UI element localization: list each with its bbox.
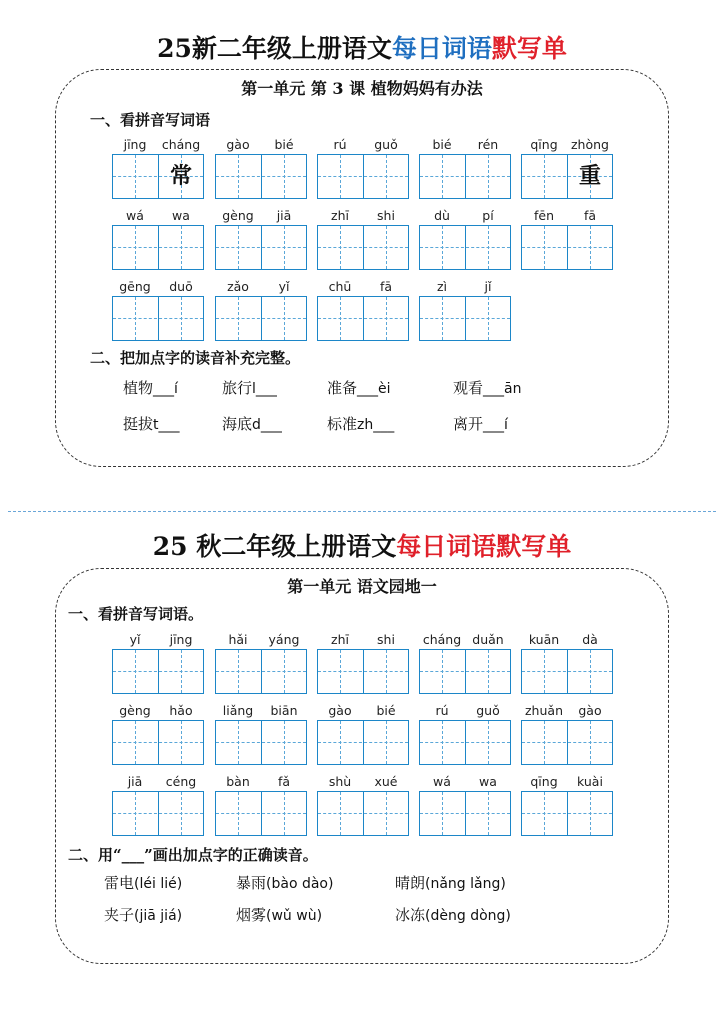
page-divider (8, 511, 716, 512)
pinyin-label: hǎo (169, 703, 193, 718)
pinyin-label: zì (436, 279, 448, 294)
sheet2-word-box (521, 703, 613, 765)
pinyin-label: zhuǎn (525, 703, 563, 718)
item-word: 晴朗 (395, 874, 426, 892)
sheet2-word-box (317, 703, 409, 765)
sheet1-reading-item (222, 377, 277, 398)
item-word: 植物 (123, 379, 154, 397)
pinyin-label: jiā (276, 208, 292, 223)
writing-cells[interactable] (419, 649, 511, 694)
pinyin-label: rén (477, 137, 499, 152)
writing-cells[interactable] (521, 791, 613, 836)
given-character: 重 (578, 163, 601, 189)
pinyin-label: fēn (533, 208, 554, 223)
sheet2-word-box (215, 703, 307, 765)
item-reading: ___í (483, 417, 508, 433)
item-reading: ___èi (357, 381, 391, 397)
writing-cells[interactable] (112, 225, 204, 270)
sheet2-word-box (112, 632, 204, 694)
pinyin-label: gèng (119, 703, 151, 718)
sheet2-word-box (215, 632, 307, 694)
sheet1-word-box (215, 208, 307, 270)
pinyin-label: kuài (577, 774, 603, 789)
pinyin-label: xué (374, 774, 398, 789)
writing-cells[interactable] (521, 720, 613, 765)
sheet1-word-box (215, 137, 307, 199)
sheet2-word-box (419, 703, 511, 765)
item-reading: (nǎng lǎng) (425, 876, 506, 892)
sheet1-word-box (112, 279, 204, 341)
given-character: 常 (169, 163, 192, 189)
pinyin-label: liǎng (222, 703, 254, 718)
pinyin-label: gào (328, 703, 352, 718)
sheet2-word-box (419, 632, 511, 694)
sheet2-reading-item (104, 872, 182, 893)
item-reading: ___í (153, 381, 178, 397)
item-word: 海底 (222, 415, 253, 433)
sheet2-title-prefix: 25 秋二年级上册语文 (152, 532, 397, 561)
item-word: 准备 (327, 379, 358, 397)
sheet2-reading-item (104, 904, 182, 925)
writing-cells[interactable] (317, 296, 409, 341)
sheet2-word-box (521, 774, 613, 836)
writing-cells[interactable] (215, 791, 307, 836)
pinyin-label: jīng (169, 632, 193, 647)
sheet1-word-box (215, 279, 307, 341)
item-reading: ___ān (483, 381, 522, 397)
pinyin-label: qīng (530, 137, 558, 152)
sheet1-word-box (419, 137, 511, 199)
writing-cells[interactable] (419, 225, 511, 270)
writing-cells[interactable] (419, 791, 511, 836)
pinyin-label: zhī (331, 208, 349, 223)
sheet2-section1-heading: 一、看拼音写词语。 (68, 605, 204, 623)
pinyin-label: wá (433, 774, 451, 789)
writing-cells[interactable] (521, 225, 613, 270)
pinyin-label: bié (274, 137, 294, 152)
pinyin-label: jǐ (484, 279, 492, 294)
sheet1-title (0, 34, 724, 64)
pinyin-label: fā (379, 279, 393, 294)
sheet2-title-red: 每日词语默写单 (396, 532, 572, 561)
item-word: 旅行 (222, 379, 253, 397)
sheet2-reading-item (236, 872, 333, 893)
sheet2-reading-item (395, 872, 506, 893)
writing-cells[interactable] (215, 225, 307, 270)
writing-cells[interactable] (419, 720, 511, 765)
writing-cells[interactable] (215, 296, 307, 341)
item-word: 烟雾 (236, 906, 267, 924)
writing-cells[interactable] (112, 720, 204, 765)
sheet2-title (0, 532, 724, 562)
pinyin-label: shi (377, 208, 395, 223)
sheet2-word-box (521, 632, 613, 694)
sheet1-word-box (112, 137, 204, 199)
item-word: 冰冻 (395, 906, 426, 924)
pinyin-label: céng (165, 774, 197, 789)
item-word: 观看 (453, 379, 484, 397)
sheet2-reading-item (236, 904, 322, 925)
sheet2-word-box (215, 774, 307, 836)
pinyin-label: cháng (422, 632, 462, 647)
pinyin-label: fǎ (277, 774, 291, 789)
pinyin-label: rú (435, 703, 449, 718)
sheet1-title-red: 默写单 (491, 34, 567, 63)
writing-cells[interactable] (112, 296, 204, 341)
sheet1-reading-item (327, 377, 391, 398)
item-word: 暴雨 (236, 874, 267, 892)
item-reading: (dèng dòng) (425, 908, 511, 924)
pinyin-label: bié (376, 703, 396, 718)
pinyin-label: yǐ (278, 279, 290, 294)
item-reading: zh___ (357, 417, 395, 433)
sheet1-word-box (317, 208, 409, 270)
writing-cells[interactable] (317, 154, 409, 199)
item-reading: (wǔ wù) (266, 908, 323, 924)
sheet1-word-box (112, 208, 204, 270)
writing-cells[interactable] (215, 154, 307, 199)
item-reading: (léi lié) (134, 876, 183, 892)
pinyin-label: dù (434, 208, 450, 223)
sheet1-word-box (521, 137, 613, 199)
pinyin-label: yǐ (129, 632, 141, 647)
pinyin-label: bàn (226, 774, 250, 789)
pinyin-label: duǎn (472, 632, 504, 647)
writing-cells[interactable] (317, 225, 409, 270)
sheet1-word-box (317, 137, 409, 199)
sheet1-word-box (317, 279, 409, 341)
sheet1-section1-heading: 一、看拼音写词语 (90, 111, 211, 129)
pinyin-label: gèng (222, 208, 254, 223)
item-word: 雷电 (104, 874, 135, 892)
item-word: 挺拔 (123, 415, 154, 433)
pinyin-label: kuān (528, 632, 560, 647)
sheet2-section2-heading: 二、用“___”画出加点字的正确读音。 (68, 846, 318, 864)
writing-cells[interactable] (419, 296, 511, 341)
writing-cells[interactable] (521, 649, 613, 694)
pinyin-label: zǎo (227, 279, 249, 294)
item-word: 夹子 (104, 906, 135, 924)
writing-cells[interactable] (112, 791, 204, 836)
pinyin-label: biān (270, 703, 298, 718)
pinyin-label: jīng (123, 137, 147, 152)
sheet2-word-box (317, 774, 409, 836)
sheet1-reading-item (222, 413, 282, 434)
item-reading: l___ (252, 381, 277, 397)
pinyin-label: fā (583, 208, 597, 223)
sheet2-lesson-title: 第一单元 语文园地一 (287, 577, 437, 596)
sheet2-word-box (112, 703, 204, 765)
sheet2-word-box (317, 632, 409, 694)
pinyin-label: wa (172, 208, 190, 223)
item-reading: (jiā jiá) (134, 908, 183, 924)
sheet2-word-box (112, 774, 204, 836)
pinyin-label: guǒ (476, 703, 500, 718)
pinyin-label: guǒ (374, 137, 398, 152)
sheet1-reading-item (123, 377, 178, 398)
pinyin-label: gēng (119, 279, 151, 294)
sheet1-reading-item (123, 413, 180, 434)
writing-cells[interactable] (317, 720, 409, 765)
sheet2-reading-item (395, 904, 511, 925)
pinyin-label: jiā (127, 774, 143, 789)
writing-cells[interactable] (112, 649, 204, 694)
pinyin-label: shi (377, 632, 395, 647)
pinyin-label: yáng (268, 632, 300, 647)
pinyin-label: hǎi (228, 632, 248, 647)
pinyin-label: pí (482, 208, 494, 223)
pinyin-label: bié (432, 137, 452, 152)
pinyin-label: shù (328, 774, 352, 789)
pinyin-label: qīng (530, 774, 558, 789)
sheet2-word-box (419, 774, 511, 836)
sheet1-section2-heading: 二、把加点字的读音补充完整。 (90, 349, 301, 367)
sheet1-reading-item (453, 377, 521, 398)
writing-cells[interactable] (317, 649, 409, 694)
pinyin-label: cháng (161, 137, 201, 152)
sheet1-word-box (419, 208, 511, 270)
writing-cells[interactable] (215, 649, 307, 694)
item-reading: d___ (252, 417, 282, 433)
pinyin-label: chū (328, 279, 352, 294)
item-word: 标准 (327, 415, 358, 433)
sheet1-reading-item (453, 413, 508, 434)
item-reading: (bào dào) (266, 876, 334, 892)
writing-cells[interactable] (317, 791, 409, 836)
pinyin-label: rú (333, 137, 347, 152)
sheet1-lesson-title: 第一单元 第 3 课 植物妈妈有办法 (241, 79, 483, 98)
item-word: 离开 (453, 415, 484, 433)
item-reading: t___ (153, 417, 180, 433)
pinyin-label: duō (169, 279, 193, 294)
pinyin-label: wá (126, 208, 144, 223)
sheet1-title-blue: 每日词语 (391, 34, 492, 63)
sheet1-title-prefix: 25新二年级上册语文 (157, 34, 392, 63)
sheet1-reading-item (327, 413, 394, 434)
pinyin-label: gào (226, 137, 250, 152)
pinyin-label: dà (582, 632, 598, 647)
sheet1-word-box (419, 279, 511, 341)
pinyin-label: gào (578, 703, 602, 718)
writing-cells[interactable] (419, 154, 511, 199)
sheet1-word-box (521, 208, 613, 270)
pinyin-label: wa (479, 774, 497, 789)
writing-cells[interactable] (215, 720, 307, 765)
pinyin-label: zhòng (571, 137, 609, 152)
pinyin-label: zhī (331, 632, 349, 647)
